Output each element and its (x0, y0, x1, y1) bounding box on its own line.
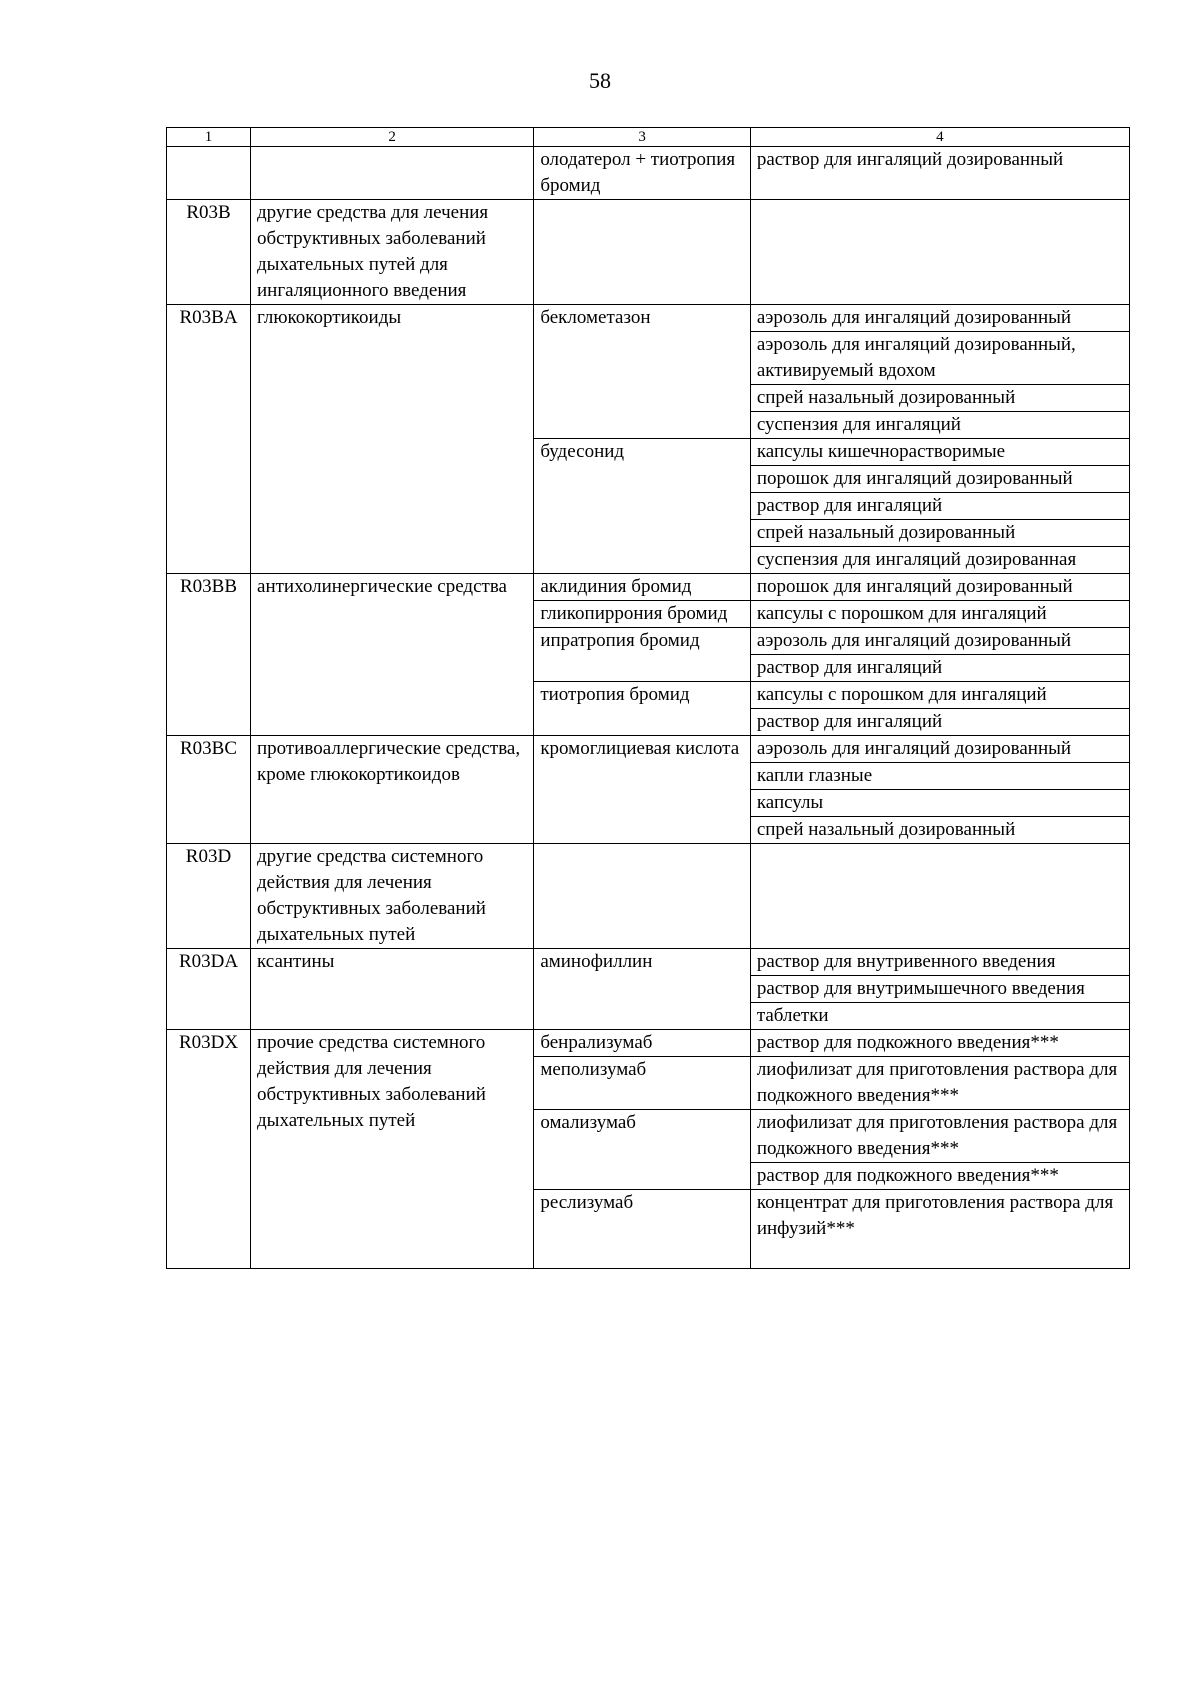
dosage-form: таблетки (751, 1002, 1129, 1029)
forms-cell (750, 601, 1129, 628)
forms-cell (750, 147, 1129, 200)
dosage-form: порошок для ингаляций дозированный (756, 576, 1073, 597)
table-row (167, 147, 1130, 200)
forms-cell (750, 1110, 1129, 1190)
forms-cell (750, 574, 1129, 601)
dosage-form: раствор для ингаляций дозированный (756, 149, 1064, 170)
table-row (167, 736, 1130, 844)
table-row (167, 1030, 1130, 1057)
atc-code-cell: R03B (167, 200, 251, 305)
group-cell: другие средства для лечения обструктивных заболеваний дыхательных путей для ингаляционного введения (251, 200, 534, 305)
dosage-form: аэрозоль для ингаляций дозированный, активируемый вдохом (751, 331, 1129, 384)
dosage-form: спрей назальный дозированный (751, 519, 1129, 546)
dosage-form: аэрозоль для ингаляций дозированный (756, 738, 1072, 759)
drug-cell: олодатерол + тиотропия бромид (534, 147, 751, 200)
forms-cell (750, 305, 1129, 439)
page-number: 58 (589, 68, 611, 93)
atc-code-cell: R03DA (167, 949, 251, 1030)
table-row (167, 844, 1130, 949)
drug-cell: беклометазон (534, 305, 751, 439)
drug-cell: реслизумаб (534, 1190, 751, 1269)
dosage-form: капсулы (751, 789, 1129, 816)
drug-cell (534, 844, 751, 949)
drug-cell: тиотропия бромид (534, 682, 751, 736)
dosage-form: спрей назальный дозированный (751, 816, 1129, 843)
forms-cell (750, 949, 1129, 1030)
forms-cell (750, 200, 1129, 305)
group-cell: глюкокортикоиды (251, 305, 534, 574)
forms-cell (750, 1030, 1129, 1057)
drug-cell: будесонид (534, 439, 751, 574)
group-cell: ксантины (251, 949, 534, 1030)
dosage-form: аэрозоль для ингаляций дозированный (756, 630, 1072, 651)
dosage-form: капсулы кишечнорастворимые (756, 441, 1006, 462)
dosage-form: спрей назальный дозированный (751, 384, 1129, 411)
drug-cell (534, 200, 751, 305)
dosage-form: капли глазные (751, 762, 1129, 789)
atc-code-cell (167, 147, 251, 200)
atc-code-cell: R03BB (167, 574, 251, 736)
header-cell: 1 (167, 128, 251, 147)
drug-cell: омализумаб (534, 1110, 751, 1190)
header-cell: 3 (534, 128, 751, 147)
dosage-form: раствор для подкожного введения*** (751, 1162, 1129, 1189)
header-row (167, 128, 1130, 147)
drug-cell: меполизумаб (534, 1057, 751, 1110)
header-cell: 4 (750, 128, 1129, 147)
group-cell: другие средства системного действия для лечения обструктивных заболеваний дыхательных путей (251, 844, 534, 949)
atc-code-cell: R03DX (167, 1030, 251, 1269)
table-row (167, 200, 1130, 305)
group-cell: противоаллергические средства, кроме глюкокортикоидов (251, 736, 534, 844)
dosage-form: лиофилизат для приготовления раствора для подкожного введения*** (756, 1059, 1118, 1106)
drug-cell: аминофиллин (534, 949, 751, 1030)
forms-cell (750, 1057, 1129, 1110)
forms-cell (750, 844, 1129, 949)
group-cell: прочие средства системного действия для лечения обструктивных заболеваний дыхательных путей (251, 1030, 534, 1269)
drug-cell: кромоглициевая кислота (534, 736, 751, 844)
drug-cell: бенрализумаб (534, 1030, 751, 1057)
drug-cell: ипратропия бромид (534, 628, 751, 682)
dosage-form: раствор для внутривенного введения (756, 951, 1056, 972)
drug-cell: гликопиррония бромид (534, 601, 751, 628)
atc-code-cell: R03D (167, 844, 251, 949)
dosage-form: суспензия для ингаляций (751, 411, 1129, 438)
dosage-form: раствор для ингаляций (751, 708, 1129, 735)
table-row (167, 574, 1130, 601)
atc-code-cell: R03BC (167, 736, 251, 844)
dosage-form: раствор для ингаляций (751, 492, 1129, 519)
forms-cell (750, 439, 1129, 574)
header-cell: 2 (251, 128, 534, 147)
dosage-form: раствор для ингаляций (751, 654, 1129, 681)
atc-code-cell: R03BA (167, 305, 251, 574)
forms-cell (750, 1190, 1129, 1269)
dosage-form: капсулы с порошком для ингаляций (756, 684, 1047, 705)
dosage-form: концентрат для приготовления раствора для инфузий*** (756, 1192, 1114, 1239)
dosage-form: раствор для подкожного введения*** (756, 1032, 1059, 1053)
dosage-form: раствор для внутримышечного введения (751, 975, 1129, 1002)
dosage-form: лиофилизат для приготовления раствора для подкожного введения*** (756, 1112, 1118, 1159)
dosage-form: капсулы с порошком для ингаляций (756, 603, 1047, 624)
drug-table (166, 127, 1130, 1269)
dosage-form: суспензия для ингаляций дозированная (751, 546, 1129, 573)
forms-cell (750, 682, 1129, 736)
group-cell: антихолинергические средства (251, 574, 534, 736)
forms-cell (750, 736, 1129, 844)
dosage-form: порошок для ингаляций дозированный (751, 465, 1129, 492)
table-row (167, 949, 1130, 1030)
drug-cell: аклидиния бромид (534, 574, 751, 601)
group-cell (251, 147, 534, 200)
forms-cell (750, 628, 1129, 682)
table-row (167, 305, 1130, 439)
dosage-form: аэрозоль для ингаляций дозированный (756, 307, 1072, 328)
